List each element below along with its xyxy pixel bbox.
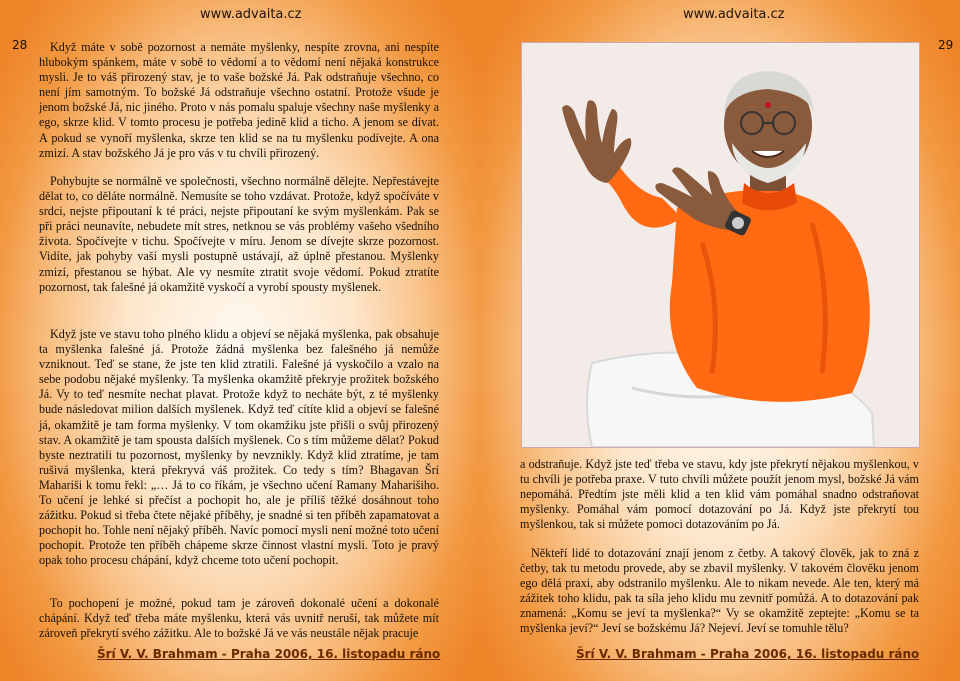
portrait-photo — [521, 42, 920, 448]
paragraph: a odstraňuje. Když jste teď třeba ve stavu, kdy jste překrytí nějakou myšlenkou, v tu chvíli je potřeba praxe. V tuto chvíli můžete použít jenom mysl, božské Já vám nepomáhá. Předtím jste měli klid a ten klid vám pomáhal snadno odstraňovat myšlenky. Pomáhal vám pomocí dotazování po Já. Když jste překrytí tou myšlenkou, tak si můžete pomoci dotazováním po Já. — [520, 457, 919, 532]
paragraph: Pohybujte se normálně ve společnosti, všechno normálně dělejte. Nepřestávejte dělat to, co děláte normálně. Nemusíte se toho vzdávat. Protože, když spočíváte v srdci, nejste připoutaní k té práci, nejste připoutaní ke svým myšlenkám. Pak se při práci neunavíte, nebudete mít stres, netknou se vás problémy vašeho všedního života. Spočívejte v tichu. Spočívejte v míru. Jenom se dívejte skrze pozornost. Vidíte, jak pohyby vaší mysli postupně ustávají, až úplně přestanou. Myšlenky zmizí, přestanou se hýbat. Ale vy nesmíte ztratit svoje vědomí. Pokud ztratíte pozornost, tak falešné já okamžitě vyskočí a vyrobí spousty myšlenek. — [39, 174, 439, 294]
page-number: 28 — [12, 38, 28, 52]
paragraph: Někteří lidé to dotazování znají jenom z četby. A takový člověk, jak to zná z četby, tak tu metodu provede, aby se zbavil myšlenky. V takovém člověku jenom ego dělá praxi, aby odstranilo myšlenku. Ale to nikam nevede. Ale ten, který má zážitek toho klidu, pak ta síla jeho klidu mu zevnitř pomůžá. A to dotazování pak znamená: „Komu se jeví ta myšlenka?“ Vy se okamžitě zeptejte: „Komu se ta myšlenka jeví?“ Jeví se božskému Já? Nejeví. Jeví se tomuhle tělu? — [520, 546, 919, 636]
paragraph: To pochopení je možné, pokud tam je zároveň dokonalé učení a dokonalé chápání. Když teď třeba máte myšlenku, která vás uvnitř neruší, tak můžete mít zároveň překrytí svého zážitku. Ale to božské Já ve vás neustále nějak pracuje — [39, 596, 439, 641]
page-number: 29 — [938, 38, 954, 52]
site-url[interactable]: www.advaita.cz — [683, 7, 785, 22]
portrait-illustration — [522, 43, 919, 447]
paragraph: Když máte v sobě pozornost a nemáte myšlenky, nespíte zrovna, ani nespíte hlubokým spánkem, máte v sobě to vědomí a to vědomí není nějaká konstrukce mysli. Je to váš přirozený stav, je to vaše božské Já. Pak odstraňuje všechno, co není jím samotným. To božské Já odstraňuje všechno ostatní. Protože všude je jenom božské Já, nic jiného. Proto v nás pomalu spaluje všechny naše myšlenky a ego, skrze klid. V tomto procesu je potřeba jedině klid a ticho. A jenom se dívat. A pokud se vynoří myšlenka, skrze ten klid se na tu myšlenku podívejte. A ona zmizí. A stav božského Já je pro vás v tu chvíli přirozený. — [39, 40, 439, 160]
footer-caption: Šrí V. V. Brahmam - Praha 2006, 16. listopadu ráno — [576, 647, 920, 661]
site-url[interactable]: www.advaita.cz — [200, 7, 302, 22]
footer-caption: Šrí V. V. Brahmam - Praha 2006, 16. listopadu ráno — [97, 647, 441, 661]
right-page — [480, 0, 960, 681]
paragraph: Když jste ve stavu toho plného klidu a objeví se nějaká myšlenka, pak obsahuje ta myšlenka falešné já. Protože žádná myšlenka bez falešného já nemůže vzniknout. Teď se stane, že jste ten klid ztratili. Falešné já vyskočilo a vzalo na sebe podobu nějaké myšlenky. Ta myšlenka okamžitě překryje prožitek božského Já. Vy to teď nesmíte nechat plavat. Protože když to necháte být, z té myšlenky bude následovat milion dalších myšlenek. Když teď cítíte klid a objeví se falešné já, okamžitě je tam forma myšlenky. V tom okamžiku jste přišli o svůj přirozený stav. A okamžitě je tam spousta dalších myšlenek. Co s tím můžeme dělat? Pokud byste neztratili tu pozornost, myšlenky by nevznikly. Když klid ztratíme, je tam rušivá myšlenka, která překryvá váš prožitek. Co tedy s tím? Bhagavan Šrí Mahariši k tomu řekl: „… Já to co říkám, je všechno učení Ramany Maharišiho. To učení je lehké si přečíst a pochopit ho, ale je příliš těžké dosáhnout toho zážitku. Pokud si třeba čtete nějaké příběhy, je snadné si ten příběh zapamatovat a pochopit ho. Tohle není nějaký příběh. Navíc pomocí mysli není možné toto učení pochopit. Protože ten příběh chápeme skrze činnost vlastní mysli. Toto je pravý opak toho procesu chápání, když chceme toto učení pochopit. — [39, 327, 439, 568]
